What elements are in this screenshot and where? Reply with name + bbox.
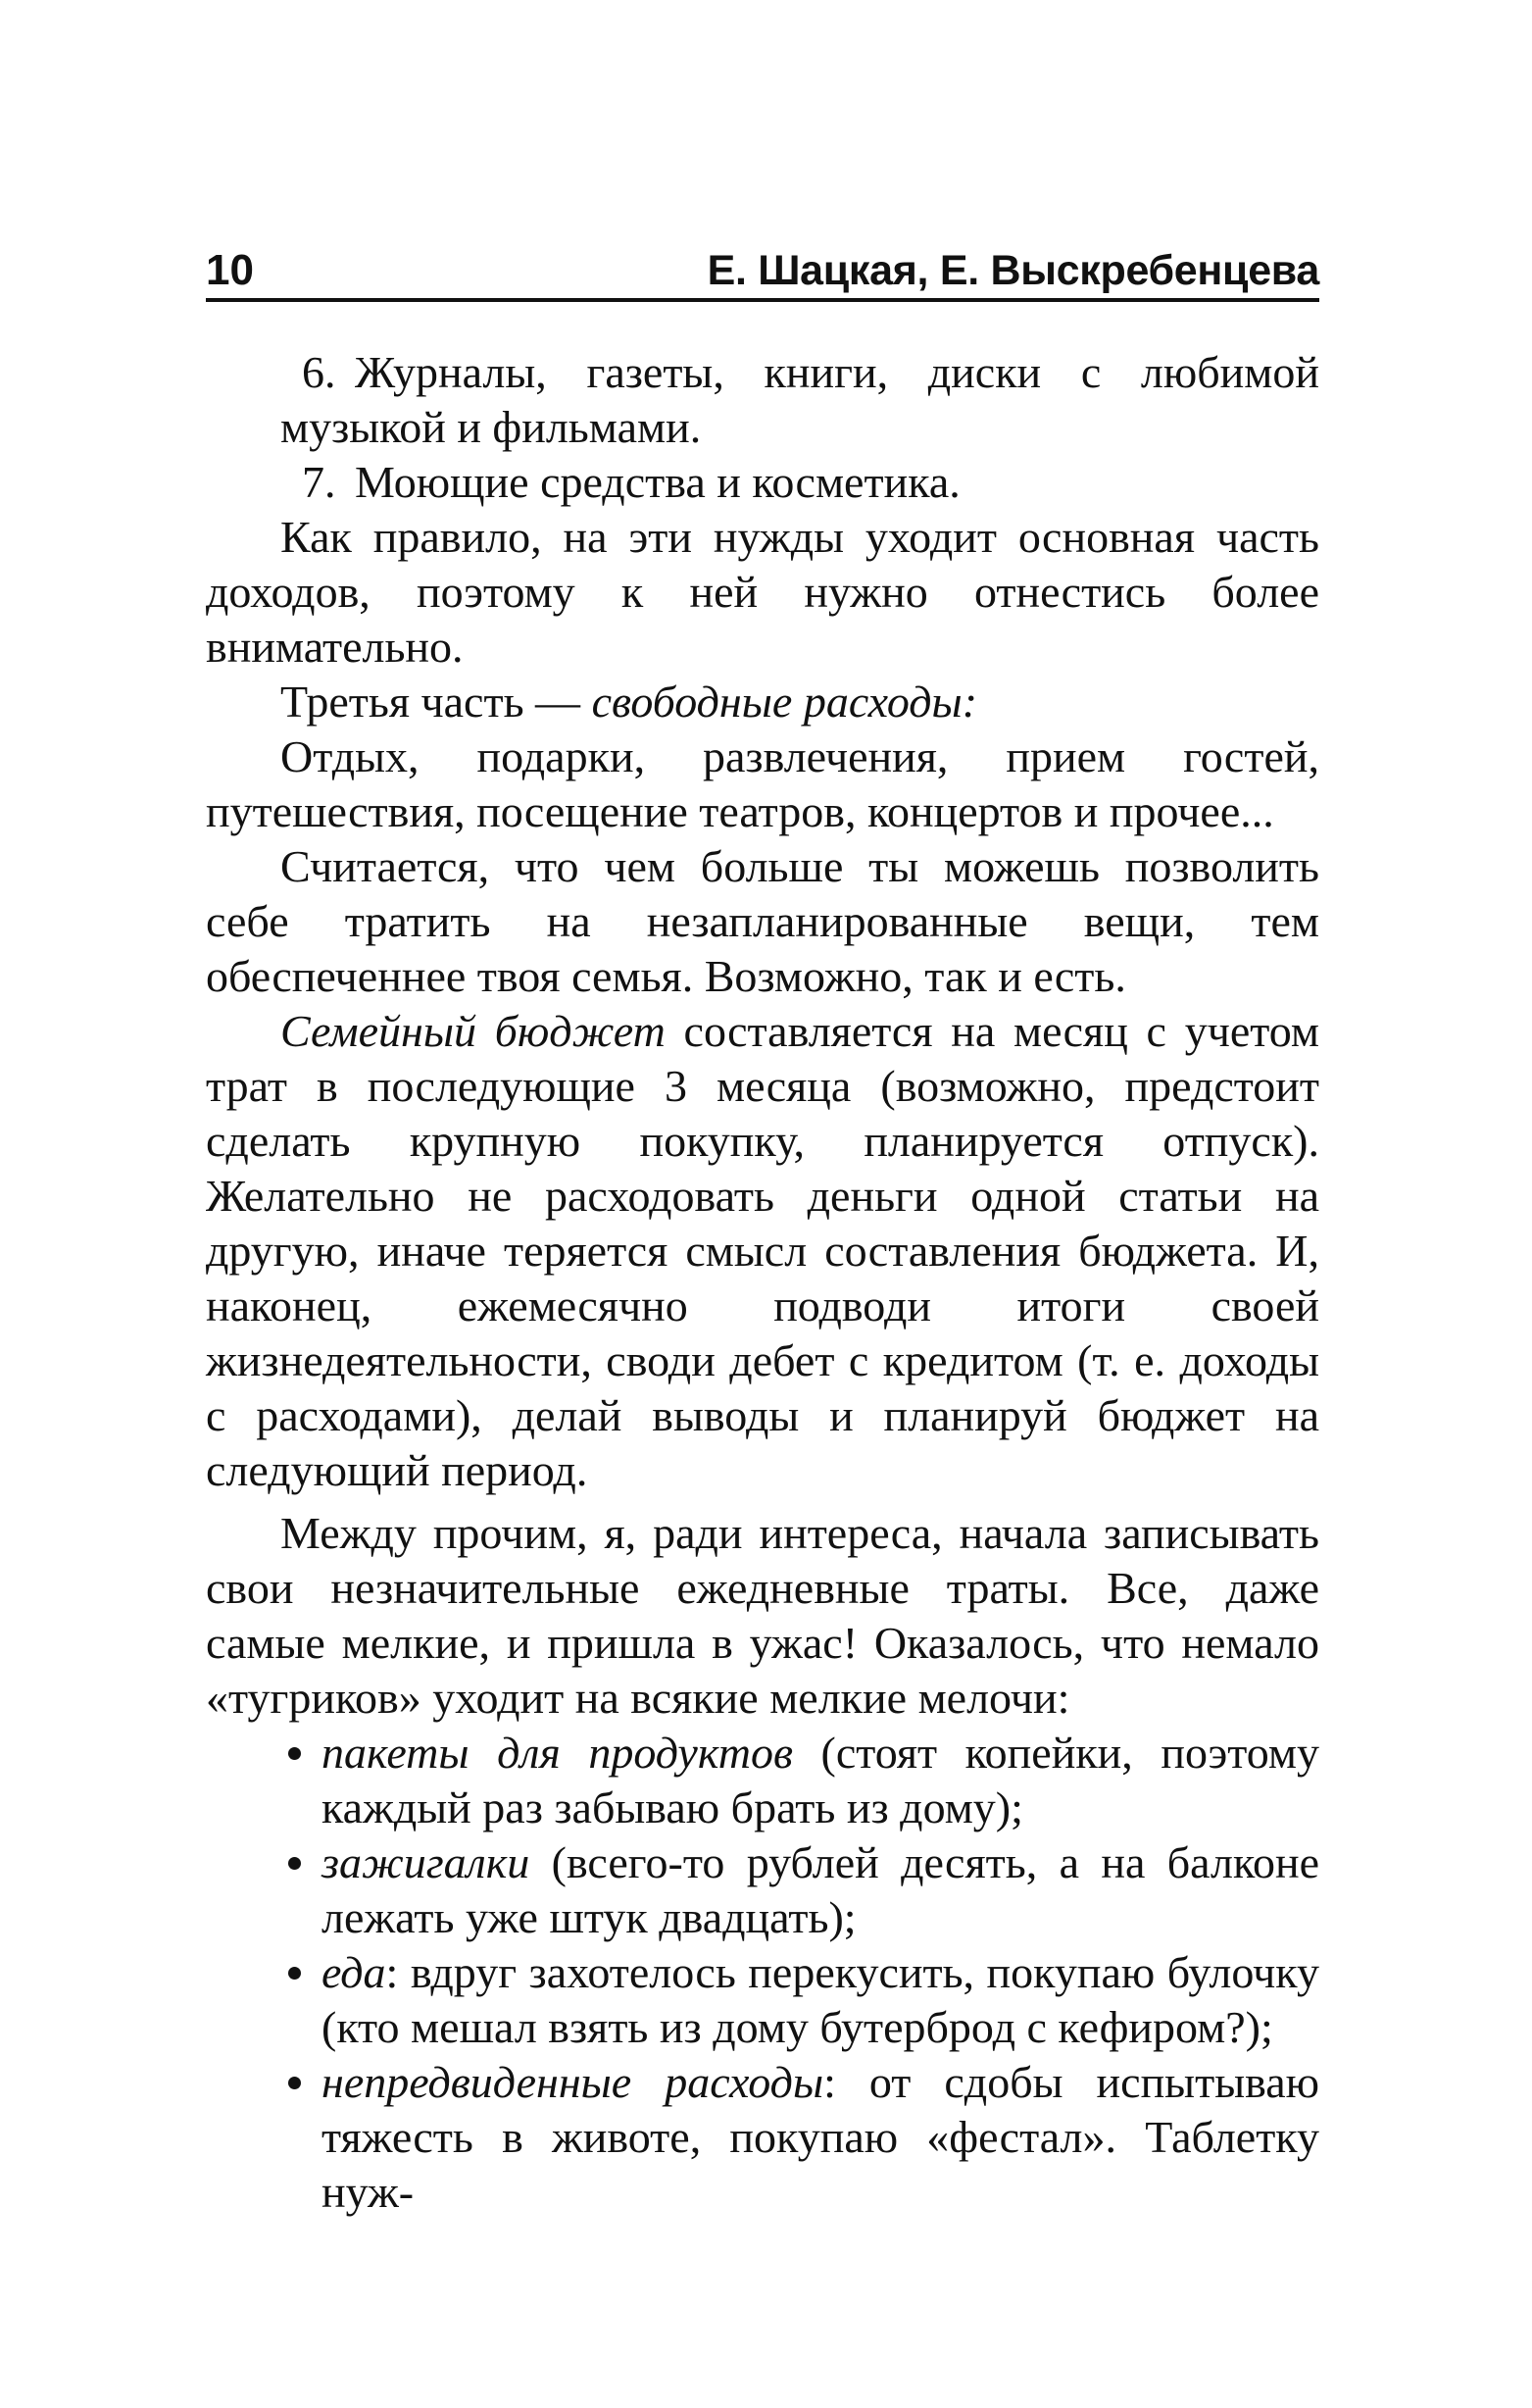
numbered-item-text: Журналы, газеты, книги, диски с любимой музыкой и фильмами. xyxy=(280,347,1319,452)
list-item xyxy=(206,1726,1319,1835)
list-item xyxy=(206,1835,1319,1945)
paragraph-third-part xyxy=(206,675,1319,729)
bullet-icon xyxy=(288,2077,301,2089)
bullet-icon xyxy=(288,1857,301,1870)
third-part-lead: Третья часть — xyxy=(280,677,581,727)
bullet-term: пакеты для продуктов xyxy=(321,1728,793,1778)
bullet-term: еда xyxy=(321,1947,386,1997)
paragraph-leisure-list: Отдых, подарки, развлечения, прием гостей, путешествия, посещение театров, концертов и прочее... xyxy=(206,731,1319,836)
paragraph-family-budget xyxy=(206,1004,1319,1498)
family-budget-text: составляется на месяц с учетом трат в последующие 3 месяца (возможно, предстоит сделать крупную покупку, планируется отпуск). Желательно не расходовать деньги одной статьи на другую, иначе теряется смысл составления бюджета. И, наконец, ежемесячно подводи итоги своей жизнедеятельности, своди дебет с кредитом (т. е. доходы с расходами), делай выводы и планируй бюджет на следующий период. xyxy=(206,1006,1319,1495)
bullet-text: (всего-то рублей десять, а на балконе лежать уже штук двадцать); xyxy=(321,1837,1319,1942)
bullet-icon xyxy=(288,1967,301,1980)
page-body xyxy=(206,345,1319,2220)
bullet-text: (стоят копейки, поэтому каждый раз забываю брать из дому); xyxy=(321,1728,1320,1832)
family-budget-emphasis: Семейный бюджет xyxy=(280,1006,666,1056)
third-part-emphasis: свободные расходы: xyxy=(591,677,978,727)
paragraph-unplanned-spending: Считается, что чем больше ты можешь позволить себе тратить на незапланированные вещи, тем обеспеченнее твоя семья. Возможно, так и есть. xyxy=(206,841,1319,1001)
paragraph-daily-expenses: Между прочим, я, ради интереса, начала записывать свои незначительные ежедневные траты. Все, даже самые мелкие, и пришла в ужас! Оказалось, что немало «тугриков» уходит на всякие мелкие мелочи: xyxy=(206,1508,1319,1723)
list-item xyxy=(206,1945,1319,2055)
numbered-item-number: 7. xyxy=(302,457,336,507)
bullet-term: зажигалки xyxy=(321,1837,530,1887)
bullet-icon xyxy=(288,1747,301,1760)
numbered-item xyxy=(206,455,1319,510)
numbered-item-number: 6. xyxy=(302,347,336,397)
expense-bullet-list xyxy=(206,1726,1319,2220)
numbered-item xyxy=(206,345,1319,455)
bullet-term: непредвиденные расходы xyxy=(321,2057,824,2107)
header-divider xyxy=(206,298,1319,302)
running-head-authors: Е. Шацкая, Е. Выскребенцева xyxy=(707,247,1319,294)
paragraph-main-needs: Как правило, на эти нужды уходит основная часть доходов, поэтому к ней нужно отнестись более внимательно. xyxy=(206,512,1319,672)
page-number: 10 xyxy=(206,246,254,294)
bullet-text: : от сдобы испытываю тяжесть в животе, покупаю «фестал». Таблетку нуж- xyxy=(321,2057,1319,2217)
bullet-text: : вдруг захотелось перекусить, покупаю булочку (кто мешал взять из дому бутерброд с кефиром?); xyxy=(321,1947,1319,2052)
list-item xyxy=(206,2055,1319,2220)
page-header xyxy=(206,243,1319,302)
numbered-item-text: Моющие средства и косметика. xyxy=(355,457,961,507)
